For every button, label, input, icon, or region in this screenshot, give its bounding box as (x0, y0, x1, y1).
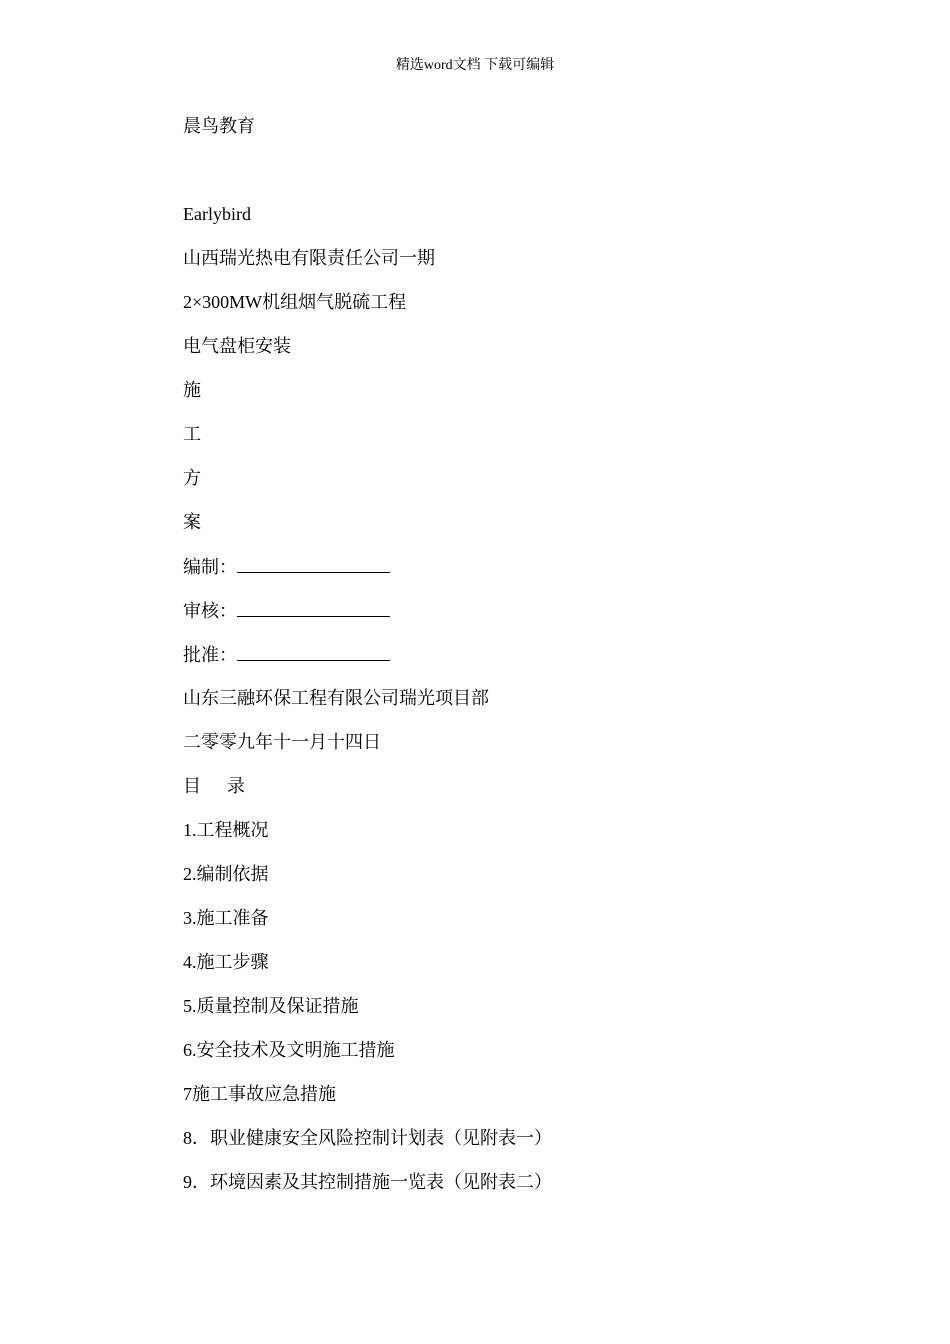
toc-item: 1.工程概况 (183, 820, 269, 840)
toc-item: 5.质量控制及保证措施 (183, 996, 359, 1016)
title-char-3: 方 (183, 468, 201, 488)
page-header: 精选word文档 下载可编辑 (395, 58, 555, 73)
org-name-en: Earlybird (183, 204, 251, 224)
signature-compile (183, 554, 390, 579)
title-char-2: 工 (183, 424, 201, 444)
title-char-4: 案 (183, 512, 201, 532)
toc-item: 8．职业健康安全风险控制计划表（见附表一） (183, 1128, 552, 1148)
project-name: 2×300MW机组烟气脱硫工程 (183, 292, 407, 312)
toc-item: 2.编制依据 (183, 864, 269, 884)
work-item: 电气盘柜安装 (183, 336, 291, 356)
company-department: 山东三融环保工程有限公司瑞光项目部 (183, 688, 489, 708)
signature-review (183, 598, 390, 623)
toc-item: 6.安全技术及文明施工措施 (183, 1040, 395, 1060)
toc-item: 3.施工准备 (183, 908, 269, 928)
toc-item: 9．环境因素及其控制措施一览表（见附表二） (183, 1172, 552, 1192)
signature-approve (183, 642, 390, 667)
document-date: 二零零九年十一月十四日 (183, 732, 381, 752)
toc-title-char-2: 录 (227, 776, 245, 796)
signature-compile-blank (237, 554, 390, 573)
toc-item: 7施工事故应急措施 (183, 1084, 336, 1104)
toc-item: 4.施工步骤 (183, 952, 269, 972)
title-char-1: 施 (183, 380, 201, 400)
signature-approve-label: 批准： (183, 645, 237, 665)
signature-review-blank (237, 598, 390, 617)
toc-title (183, 774, 245, 798)
signature-review-label: 审核： (183, 601, 237, 621)
project-company: 山西瑞光热电有限责任公司一期 (183, 248, 435, 268)
toc-title-char-1: 目 (183, 776, 201, 796)
signature-approve-blank (237, 642, 390, 661)
org-name-cn: 晨鸟教育 (183, 116, 255, 136)
signature-compile-label: 编制： (183, 557, 237, 577)
